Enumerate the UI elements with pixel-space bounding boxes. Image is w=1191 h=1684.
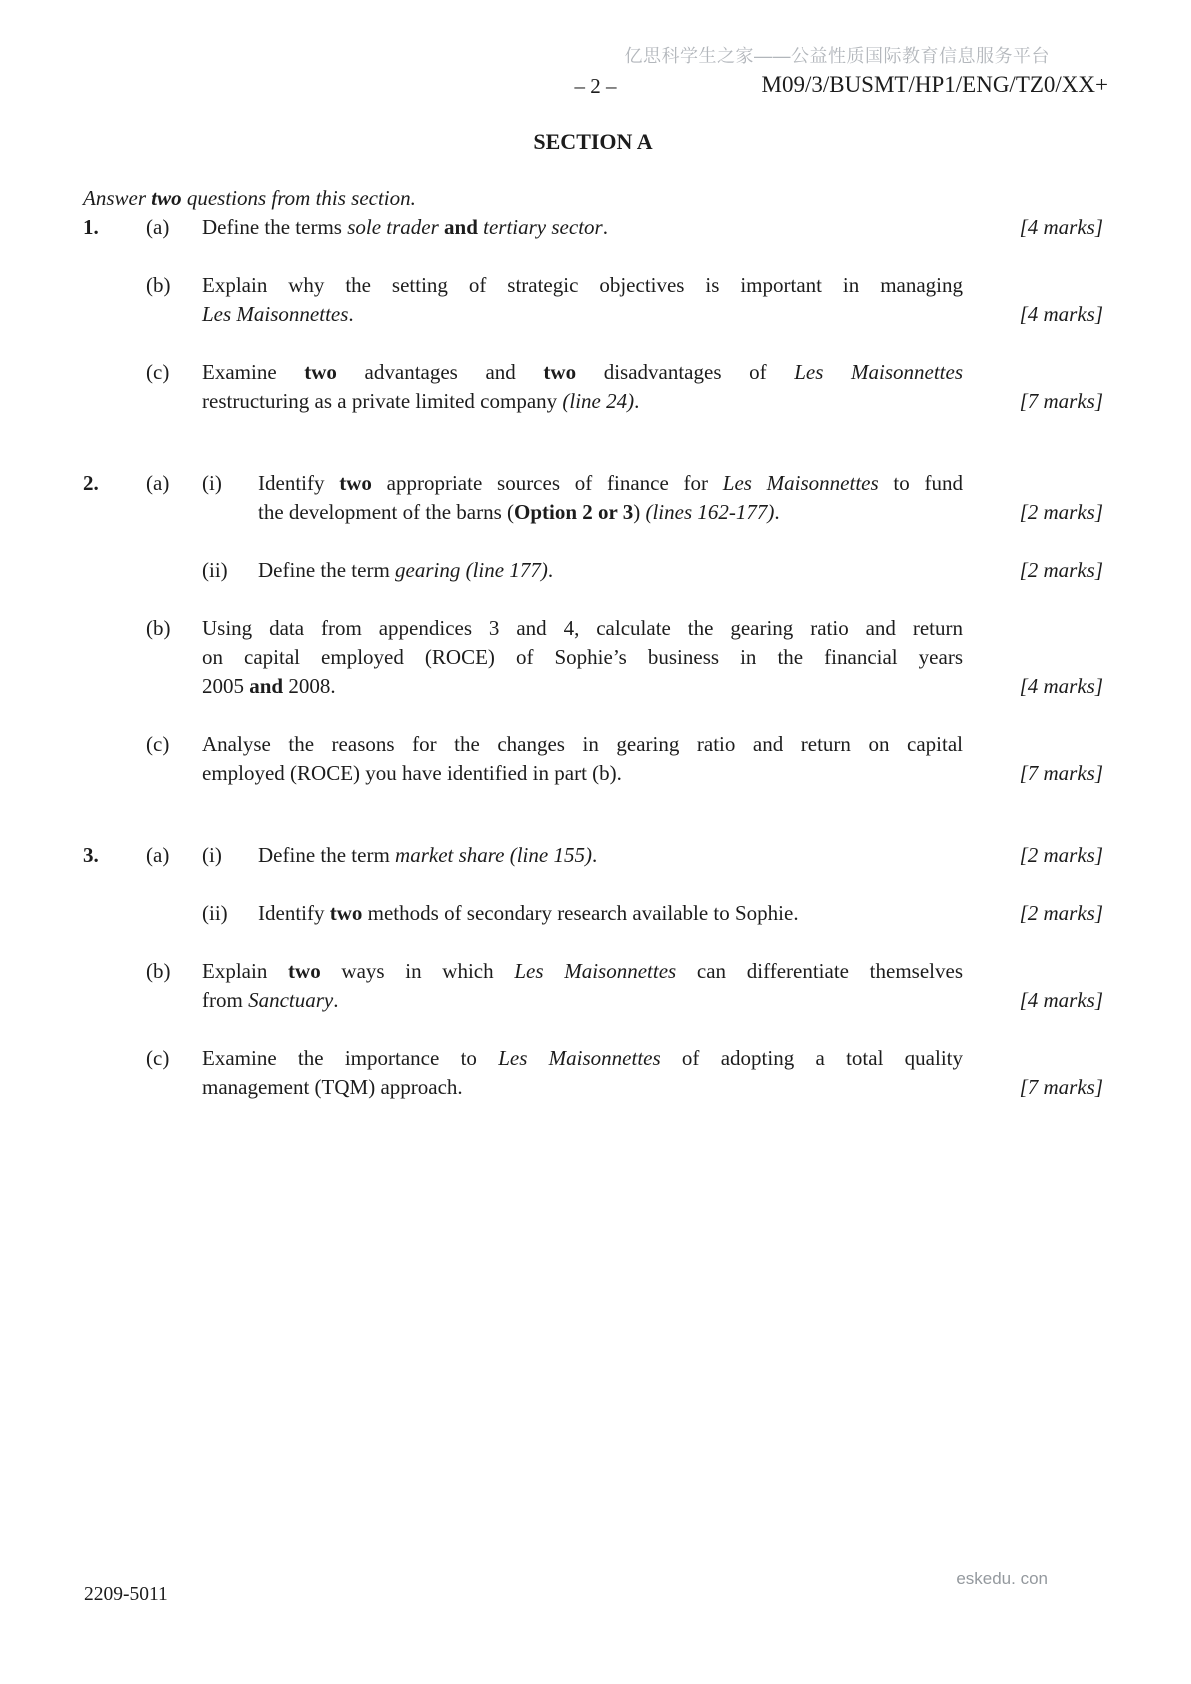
part-letter: (b) (146, 959, 171, 983)
question-number: 2. (83, 471, 99, 495)
question-2b-row (83, 614, 1103, 701)
question-3c-row (83, 1044, 1103, 1102)
marks-label: [2 marks] (1019, 500, 1103, 524)
question-1c-row (83, 358, 1103, 416)
question-text: Identify two appropriate sources of finance for Les Maisonnettes to fund the development of the barns (Option 2 or 3) (lines 162-177). (258, 471, 963, 524)
section-instruction: Answer two questions from this section. (83, 186, 416, 210)
marks-label: [4 marks] (1019, 302, 1103, 326)
question-3b-row (83, 957, 1103, 1015)
part-letter: (a) (146, 215, 170, 239)
question-2 (83, 469, 1103, 788)
marks-label: [4 marks] (1019, 674, 1103, 698)
question-2a-ii-row (83, 556, 1103, 585)
part-letter: (b) (146, 616, 171, 640)
question-3a-i-row (83, 841, 1103, 870)
content-area (83, 129, 1103, 1102)
part-letter: (a) (146, 843, 170, 867)
marks-label: [7 marks] (1019, 389, 1103, 413)
question-1a-row (83, 213, 1103, 242)
question-3a-ii-row (83, 899, 1103, 928)
question-text: Define the term market share (line 155). (258, 843, 598, 867)
marks-label: [4 marks] (1019, 988, 1103, 1012)
part-letter: (c) (146, 360, 170, 384)
question-2c-row (83, 730, 1103, 788)
question-text: Explain two ways in which Les Maisonnettes can differentiate themselves from Sanctuary. (202, 959, 963, 1012)
marks-label: [2 marks] (1019, 843, 1103, 867)
section-title: SECTION A (533, 129, 653, 154)
page-number: – 2 – (574, 74, 617, 98)
question-text: Define the terms sole trader and tertiary sector. (202, 215, 608, 239)
part-letter: (c) (146, 1046, 170, 1070)
question-text: Define the term gearing (line 177). (258, 558, 554, 582)
question-3 (83, 841, 1103, 1102)
question-text: Explain why the setting of strategic objectives is important in managing Les Maisonnettes. (202, 273, 963, 326)
question-number: 1. (83, 215, 99, 239)
question-number: 3. (83, 843, 99, 867)
question-text: Analyse the reasons for the changes in gearing ratio and return on capital employed (ROCE) you have identified in part (b). (202, 732, 963, 785)
question-1 (83, 213, 1103, 416)
question-2a-i-row (83, 469, 1103, 527)
question-text: Using data from appendices 3 and 4, calculate the gearing ratio and return on capital employed (ROCE) of Sophie’s business in the financial years 2005 and 2008. (202, 616, 963, 698)
bottom-watermark-text: eskedu. con (956, 1569, 1048, 1588)
marks-label: [7 marks] (1019, 1075, 1103, 1099)
part-letter: (c) (146, 732, 170, 756)
question-text: Examine two advantages and two disadvantages of Les Maisonnettes restructuring as a private limited company (line 24). (202, 360, 964, 413)
question-1b-row (83, 271, 1103, 329)
marks-label: [7 marks] (1019, 761, 1103, 785)
marks-label: [4 marks] (1019, 215, 1103, 239)
subpart-roman: (i) (202, 843, 222, 867)
subpart-roman: (i) (202, 471, 222, 495)
paper-reference-code: M09/3/BUSMT/HP1/ENG/TZ0/XX+ (761, 72, 1108, 97)
marks-label: [2 marks] (1019, 558, 1103, 582)
marks-label: [2 marks] (1019, 901, 1103, 925)
part-letter: (b) (146, 273, 171, 297)
subpart-roman: (ii) (202, 901, 228, 925)
subpart-roman: (ii) (202, 558, 228, 582)
question-text: Identify two methods of secondary research available to Sophie. (258, 901, 799, 925)
document-number: 2209-5011 (84, 1584, 168, 1605)
part-letter: (a) (146, 471, 170, 495)
top-watermark-text: 亿思科学生之家——公益性质国际教育信息服务平台 (624, 46, 1050, 66)
question-text: Examine the importance to Les Maisonnettes of adopting a total quality management (TQM) approach. (202, 1046, 964, 1099)
